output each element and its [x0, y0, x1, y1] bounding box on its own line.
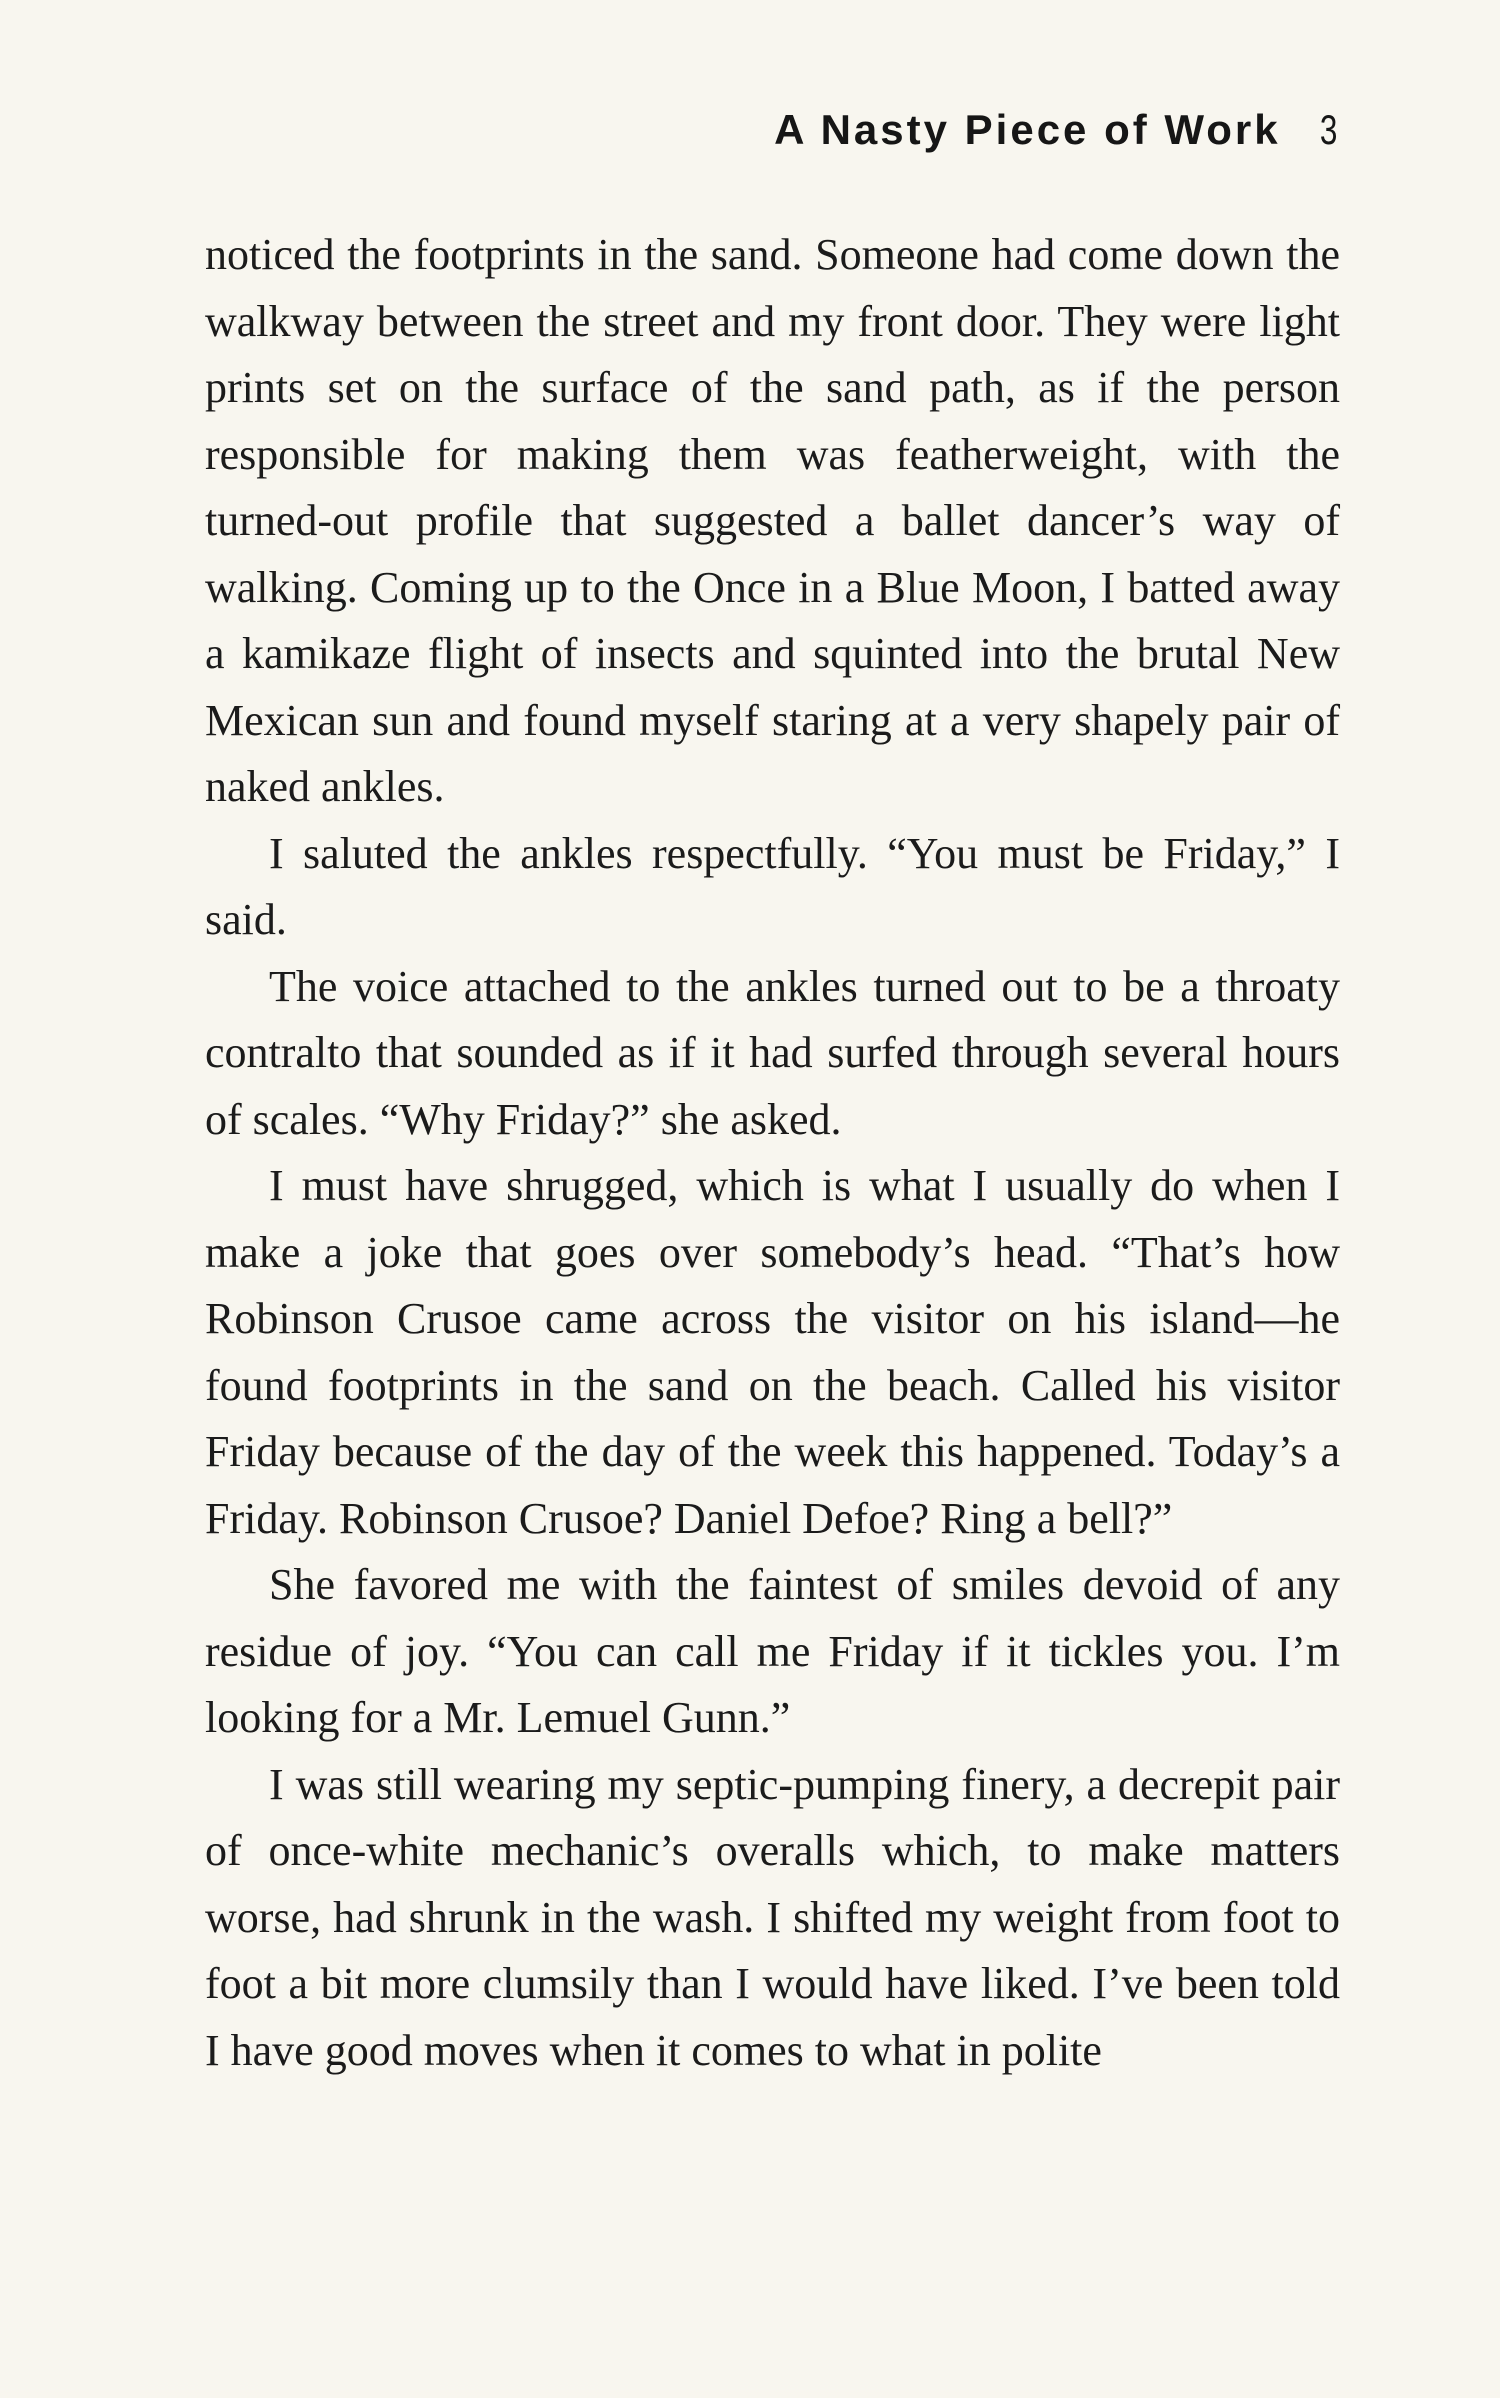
body-text [205, 222, 1340, 2084]
paragraph: I saluted the ankles respectfully. “You must be Friday,” I said. [205, 828, 1340, 944]
paragraph: noticed the footprints in the sand. Someone had come down the walkway between the street and my front door. They were light prints set on the surface of the sand path, as if the person responsible for making them was featherweight, with the turned-out profile that suggested a ballet dancer’s way of walking. Coming up to the Once in a Blue Moon, I batted away a kamikaze flight of insects and squinted into the brutal New Mexican sun and found myself staring at a very shapely pair of naked ankles. [205, 230, 1340, 811]
paragraph: She favored me with the faintest of smiles devoid of any residue of joy. “You can call me Friday if it tickles you. I’m looking for a Mr. Lemuel Gunn.” [205, 1560, 1340, 1742]
paragraph: The voice attached to the ankles turned out to be a throaty contralto that sounded as if it had surfed through several hours of scales. “Why Friday?” she asked. [205, 961, 1340, 1144]
running-header [774, 106, 1340, 154]
paragraph: I must have shrugged, which is what I usually do when I make a joke that goes over somebody’s head. “That’s how Robinson Crusoe came across the visitor on his island—he found footprints in the sand on the beach. Called his visitor Friday because of the day of the week this happened. Today’s a Friday. Robinson Crusoe? Daniel Defoe? Ring a bell?” [205, 1161, 1340, 1543]
page-number: 3 [1319, 106, 1338, 153]
paragraph: I was still wearing my septic-pumping finery, a decrepit pair of once-white mechanic’s overalls which, to make matters worse, had shrunk in the wash. I shifted my weight from foot to foot a bit more clumsily than I would have liked. I’ve been told I have good moves when it comes to what in polite [205, 1759, 1340, 2075]
running-header-title: A Nasty Piece of Work [774, 106, 1281, 153]
